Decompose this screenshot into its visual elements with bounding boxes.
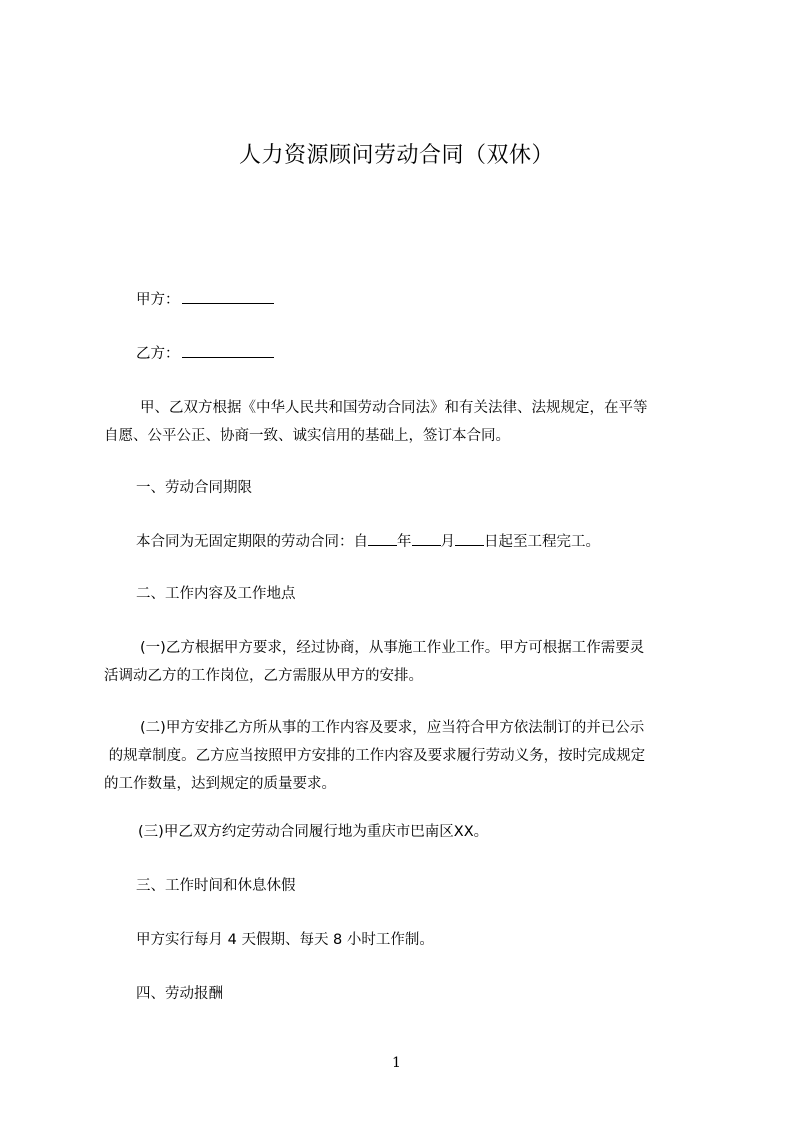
day-blank[interactable]	[455, 530, 484, 546]
section4-heading: 四、劳动报酬	[136, 986, 223, 1002]
section2-item1	[104, 634, 700, 690]
intro-paragraph	[104, 394, 700, 450]
intro-line: 甲、乙双方根据《中华人民共和国劳动合同法》和有关法律、法规规定，在平等	[140, 400, 648, 416]
section3-heading: 三、工作时间和休息休假	[136, 878, 296, 894]
section3-text: 甲方实行每月 4 天假期、每天 8 小时工作制。	[136, 932, 434, 948]
month-blank[interactable]	[412, 530, 441, 546]
section1-text	[104, 528, 732, 556]
section2-item2-line: (二)甲方安排乙方所从事的工作内容及要求，应当符合甲方依法制订的并已公示	[140, 720, 645, 736]
section2-item1-line: 活调动乙方的工作岗位，乙方需服从甲方的安排。	[104, 668, 423, 684]
party-b-blank[interactable]	[182, 342, 274, 358]
page-number: 1	[392, 1055, 401, 1071]
section2-item2-line: 的规章制度。乙方应当按照甲方安排的工作内容及要求履行劳动义务，按时完成规定	[104, 748, 646, 764]
party-a-label: 甲方：	[136, 292, 180, 308]
intro-line: 自愿、公平公正、协商一致、诚实信用的基础上，签订本合同。	[104, 428, 510, 444]
section1-prefix: 本合同为无固定期限的劳动合同：自	[136, 534, 368, 550]
section2-item1-line: (一)乙方根据甲方要求，经过协商，从事施工作业工作。甲方可根据工作需要灵	[140, 640, 645, 656]
year-label: 年	[397, 534, 412, 550]
section2-item2-line: 的工作数量，达到规定的质量要求。	[104, 776, 336, 792]
document-title: 人力资源顾问劳动合同（双休）	[238, 143, 554, 168]
section2-item3: (三)甲乙双方约定劳动合同履行地为重庆市巴南区XX。	[138, 824, 489, 840]
party-b-line	[104, 340, 732, 368]
party-a-line	[104, 286, 732, 314]
party-b-label: 乙方：	[136, 346, 180, 362]
party-a-blank[interactable]	[182, 288, 274, 304]
section1-heading: 一、劳动合同期限	[136, 480, 252, 496]
month-label: 月	[440, 534, 455, 550]
section2-item2	[104, 714, 700, 798]
section2-heading: 二、工作内容及工作地点	[136, 586, 296, 602]
year-blank[interactable]	[368, 530, 397, 546]
section1-suffix: 日起至工程完工。	[484, 534, 600, 550]
